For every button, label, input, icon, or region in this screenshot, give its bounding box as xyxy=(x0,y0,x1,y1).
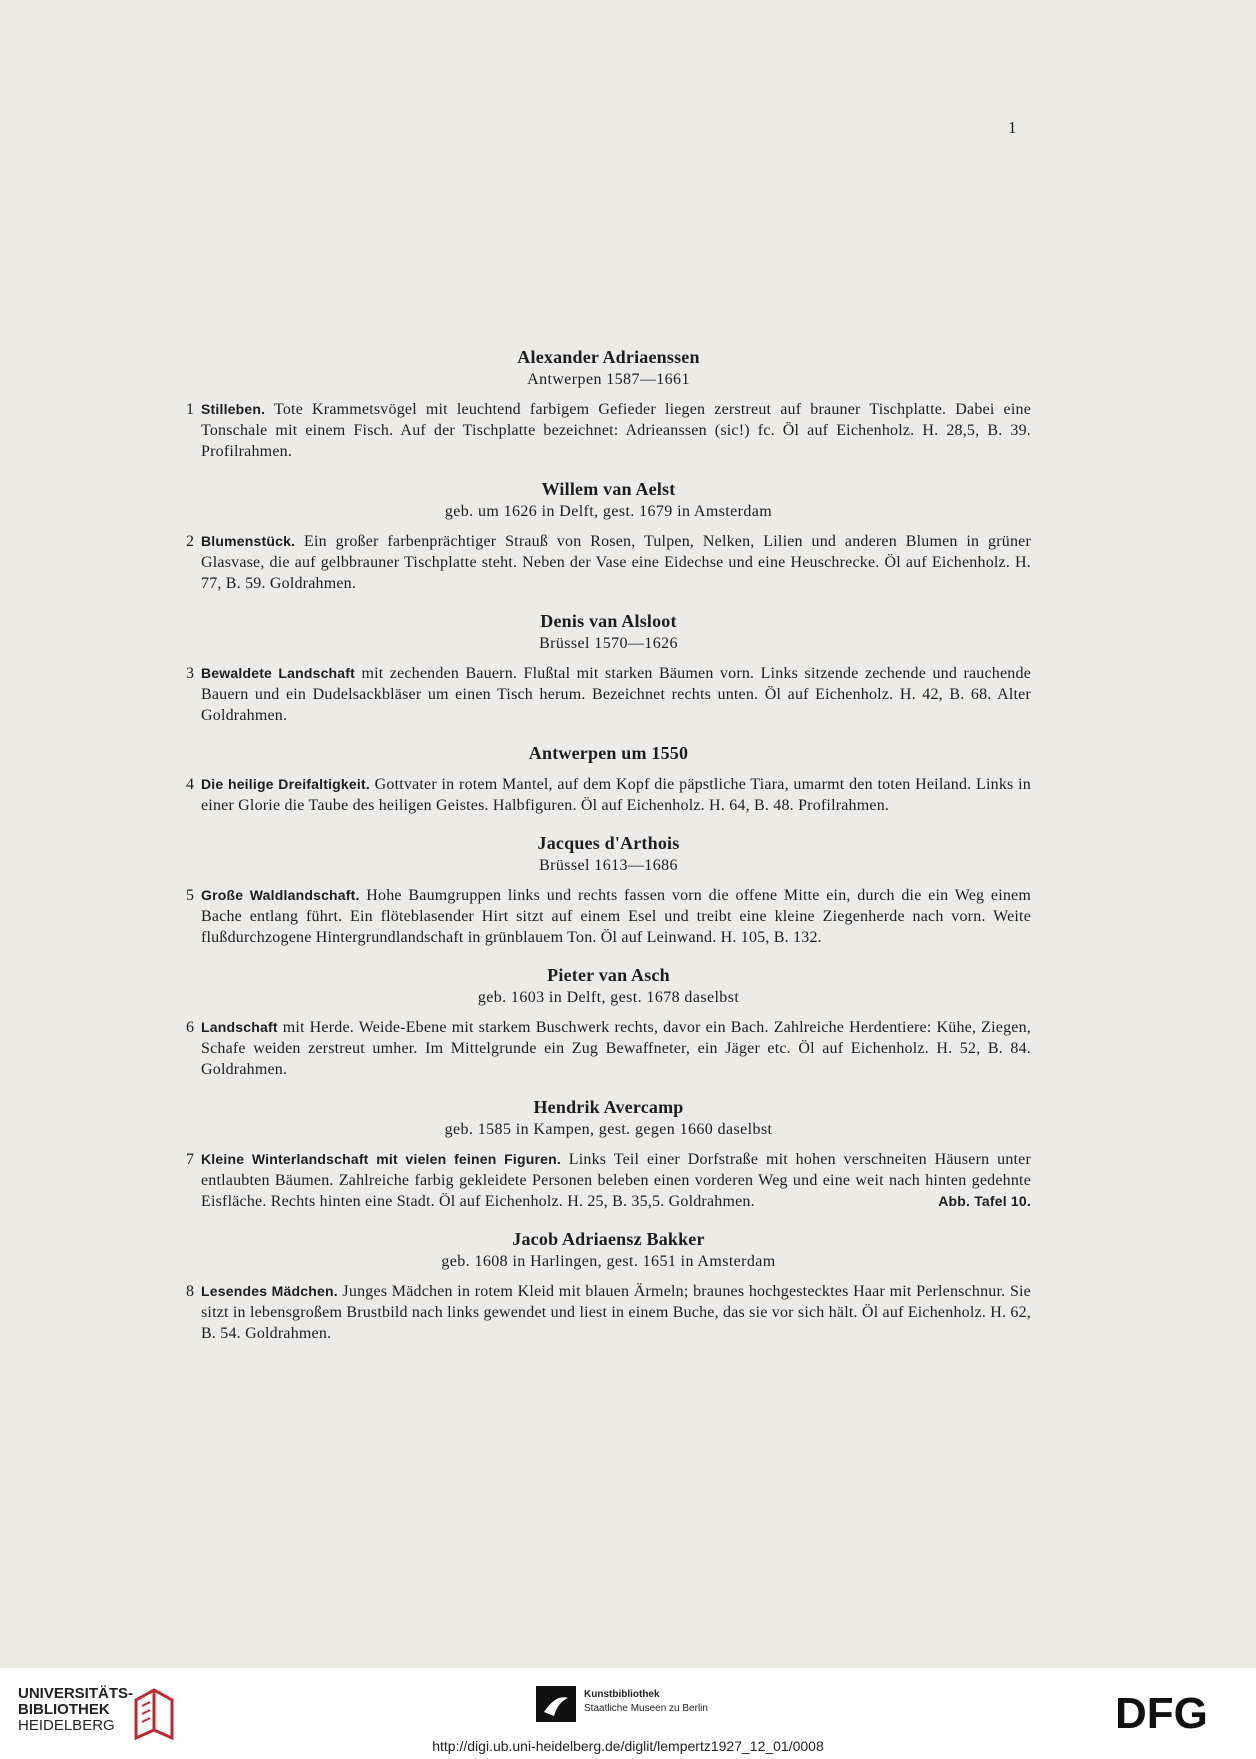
lot-title: Kleine Winterlandschaft mit vielen feinen Figuren. xyxy=(201,1151,561,1167)
lot-number: 5 xyxy=(186,887,195,904)
artist-dates: geb. 1585 in Kampen, gest. gegen 1660 daselbst xyxy=(444,1121,773,1138)
artist-header xyxy=(186,964,1031,1008)
lot-title: Landschaft xyxy=(201,1019,278,1035)
lot-description: mit Herde. Weide-Ebene mit starkem Buschwerk rechts, davor ein Bach. Zahlreiche Herdentiere: Kühe, Ziegen, Schafe weiden zerstreut umher. Im Mittelgrunde ein Zug Bewaffneter, ein Jäger etc. Öl auf Eichenholz. H. 52, B. 84. Goldrahmen. xyxy=(201,1019,1031,1078)
artist-name: Pieter van Asch xyxy=(547,965,670,985)
lot-number: 2 xyxy=(186,533,195,550)
lot-title: Stilleben. xyxy=(201,401,266,417)
artist-dates: geb. um 1626 in Delft, gest. 1679 in Amsterdam xyxy=(444,503,773,520)
artist-dates: Brüssel 1613—1686 xyxy=(539,857,678,874)
lot-number: 4 xyxy=(186,776,195,793)
lot-description: Gottvater in rotem Mantel, auf dem Kopf die päpstliche Tiara, umarmt den toten Heiland. Links in einer Glorie die Taube des heiligen Geistes. Halbfiguren. Öl auf Eichenholz. H. 64, B. 48. Profilrahmen. xyxy=(201,776,1032,814)
artist-dates: Antwerpen 1587—1661 xyxy=(527,371,690,388)
lot-entry xyxy=(186,1149,1031,1212)
artist-header xyxy=(186,346,1031,390)
artist-header xyxy=(186,478,1031,522)
footer-bar xyxy=(0,1668,1256,1759)
lot-title: Große Waldlandschaft. xyxy=(201,887,360,903)
artist-dates: Brüssel 1570—1626 xyxy=(539,635,678,652)
lot-description: Ein großer farbenprächtiger Strauß von Rosen, Tulpen, Nelken, Lilien und anderen Blumen in grüner Glasvase, die auf gelbbrauner Tischplatte steht. Neben der Vase eine Eidechse und eine Heuschrecke. Öl auf Eichenholz. H. 77, B. 59. Goldrahmen. xyxy=(201,533,1031,592)
dfg-logo[interactable] xyxy=(1115,1692,1237,1732)
artist-name: Denis van Alsloot xyxy=(540,611,677,631)
artist-header xyxy=(186,610,1031,654)
lot-title: Blumenstück. xyxy=(201,533,296,549)
lot-entry xyxy=(186,399,1031,462)
artist-name: Willem van Aelst xyxy=(541,479,676,499)
lot-entry xyxy=(186,885,1031,948)
ub-heidelberg-logo[interactable] xyxy=(18,1686,178,1742)
page-number: 1 xyxy=(1008,118,1017,137)
lot-title: Lesendes Mädchen. xyxy=(201,1283,338,1299)
lot-entry xyxy=(186,1281,1031,1344)
kunstbibliothek-wordmark: Kunstbibliothek Staatliche Museen zu Berlin xyxy=(584,1689,708,1714)
artist-dates: geb. 1603 in Delft, gest. 1678 daselbst xyxy=(477,989,740,1006)
ub-book-icon xyxy=(130,1686,178,1742)
kunstbibliothek-logo[interactable] xyxy=(536,1686,756,1726)
catalog-entries xyxy=(186,346,1031,1344)
lot-number: 8 xyxy=(186,1283,195,1300)
dfg-wordmark: DFG xyxy=(1115,1692,1208,1732)
artist-name: Hendrik Avercamp xyxy=(533,1097,684,1117)
lot-title: Bewaldete Landschaft xyxy=(201,665,356,681)
artist-header xyxy=(186,742,1031,765)
lot-title: Die heilige Dreifaltigkeit. xyxy=(201,776,370,792)
lot-number: 3 xyxy=(186,665,195,682)
plate-reference: Abb. Tafel 10. xyxy=(938,1193,1031,1209)
artist-header xyxy=(186,1096,1031,1140)
permalink-url[interactable]: http://digi.ub.uni-heidelberg.de/diglit/lempertz1927_12_01/0008 xyxy=(432,1738,824,1754)
lot-entry xyxy=(186,663,1031,726)
lot-description: Hohe Baumgruppen links und rechts fassen vorn die offene Mitte ein, durch die ein Weg einem Bache entlang führt. Ein flöteblasender Hirt sitzt auf einem Esel und treibt eine kleine Ziegenherde nach vorn. Weite flußdurchzogene Hintergrundlandschaft in grünblauem Ton. Öl auf Leinwand. H. 105, B. 132. xyxy=(201,887,1031,946)
artist-header xyxy=(186,832,1031,876)
lot-description: Junges Mädchen in rotem Kleid mit blauen Ärmeln; braunes hochgestecktes Haar mit Perlenschnur. Sie sitzt in lebensgroßem Brustbild nach links gewendet und liest in einem Buche, das sie vor sich hält. Öl auf Eichenholz. H. 62, B. 54. Goldrahmen. xyxy=(201,1283,1031,1342)
ub-heidelberg-wordmark: UNIVERSITÄTS- BIBLIOTHEK HEIDELBERG xyxy=(18,1685,134,1734)
artist-name: Jacques d'Arthois xyxy=(537,833,680,853)
artist-name: Jacob Adriaensz Bakker xyxy=(512,1229,705,1249)
artist-header xyxy=(186,1228,1031,1272)
lot-description: mit zechenden Bauern. Flußtal mit starken Bäumen vorn. Links sitzende zechende und rauchende Bauern und ein Dudelsackbläser um einen Tisch herum. Bezeichnet rechts unten. Öl auf Eichenholz. H. 42, B. 68. Alter Goldrahmen. xyxy=(201,665,1031,724)
lot-number: 7 xyxy=(186,1151,195,1168)
artist-name: Alexander Adriaenssen xyxy=(517,347,700,367)
lot-entry xyxy=(186,1017,1031,1080)
lot-entry xyxy=(186,531,1031,594)
eagle-icon xyxy=(536,1686,576,1722)
artist-dates: geb. 1608 in Harlingen, gest. 1651 in Amsterdam xyxy=(441,1253,776,1270)
artist-name: Antwerpen um 1550 xyxy=(528,743,689,763)
lot-number: 1 xyxy=(186,401,195,418)
lot-entry xyxy=(186,774,1031,816)
lot-description: Tote Krammetsvögel mit leuchtend farbigem Gefieder liegen zerstreut auf brauner Tischplatte. Dabei eine Tonschale mit einem Fisch. Auf der Tischplatte bezeichnet: Adrieanssen (sic!) fc. Öl auf Eichenholz. H. 28,5, B. 39. Profilrahmen. xyxy=(201,401,1031,460)
lot-number: 6 xyxy=(186,1019,195,1036)
lot-description: Links Teil einer Dorfstraße mit hohen verschneiten Häusern unter entlaubten Bäumen. Zahlreiche farbig gekleidete Personen beleben einen vorderen Weg und eine weit nach hinten gedehnte Eisfläche. Rechts hinten eine Stadt. Öl auf Eichenholz. H. 25, B. 35,5. Goldrahmen. xyxy=(201,1151,1031,1210)
